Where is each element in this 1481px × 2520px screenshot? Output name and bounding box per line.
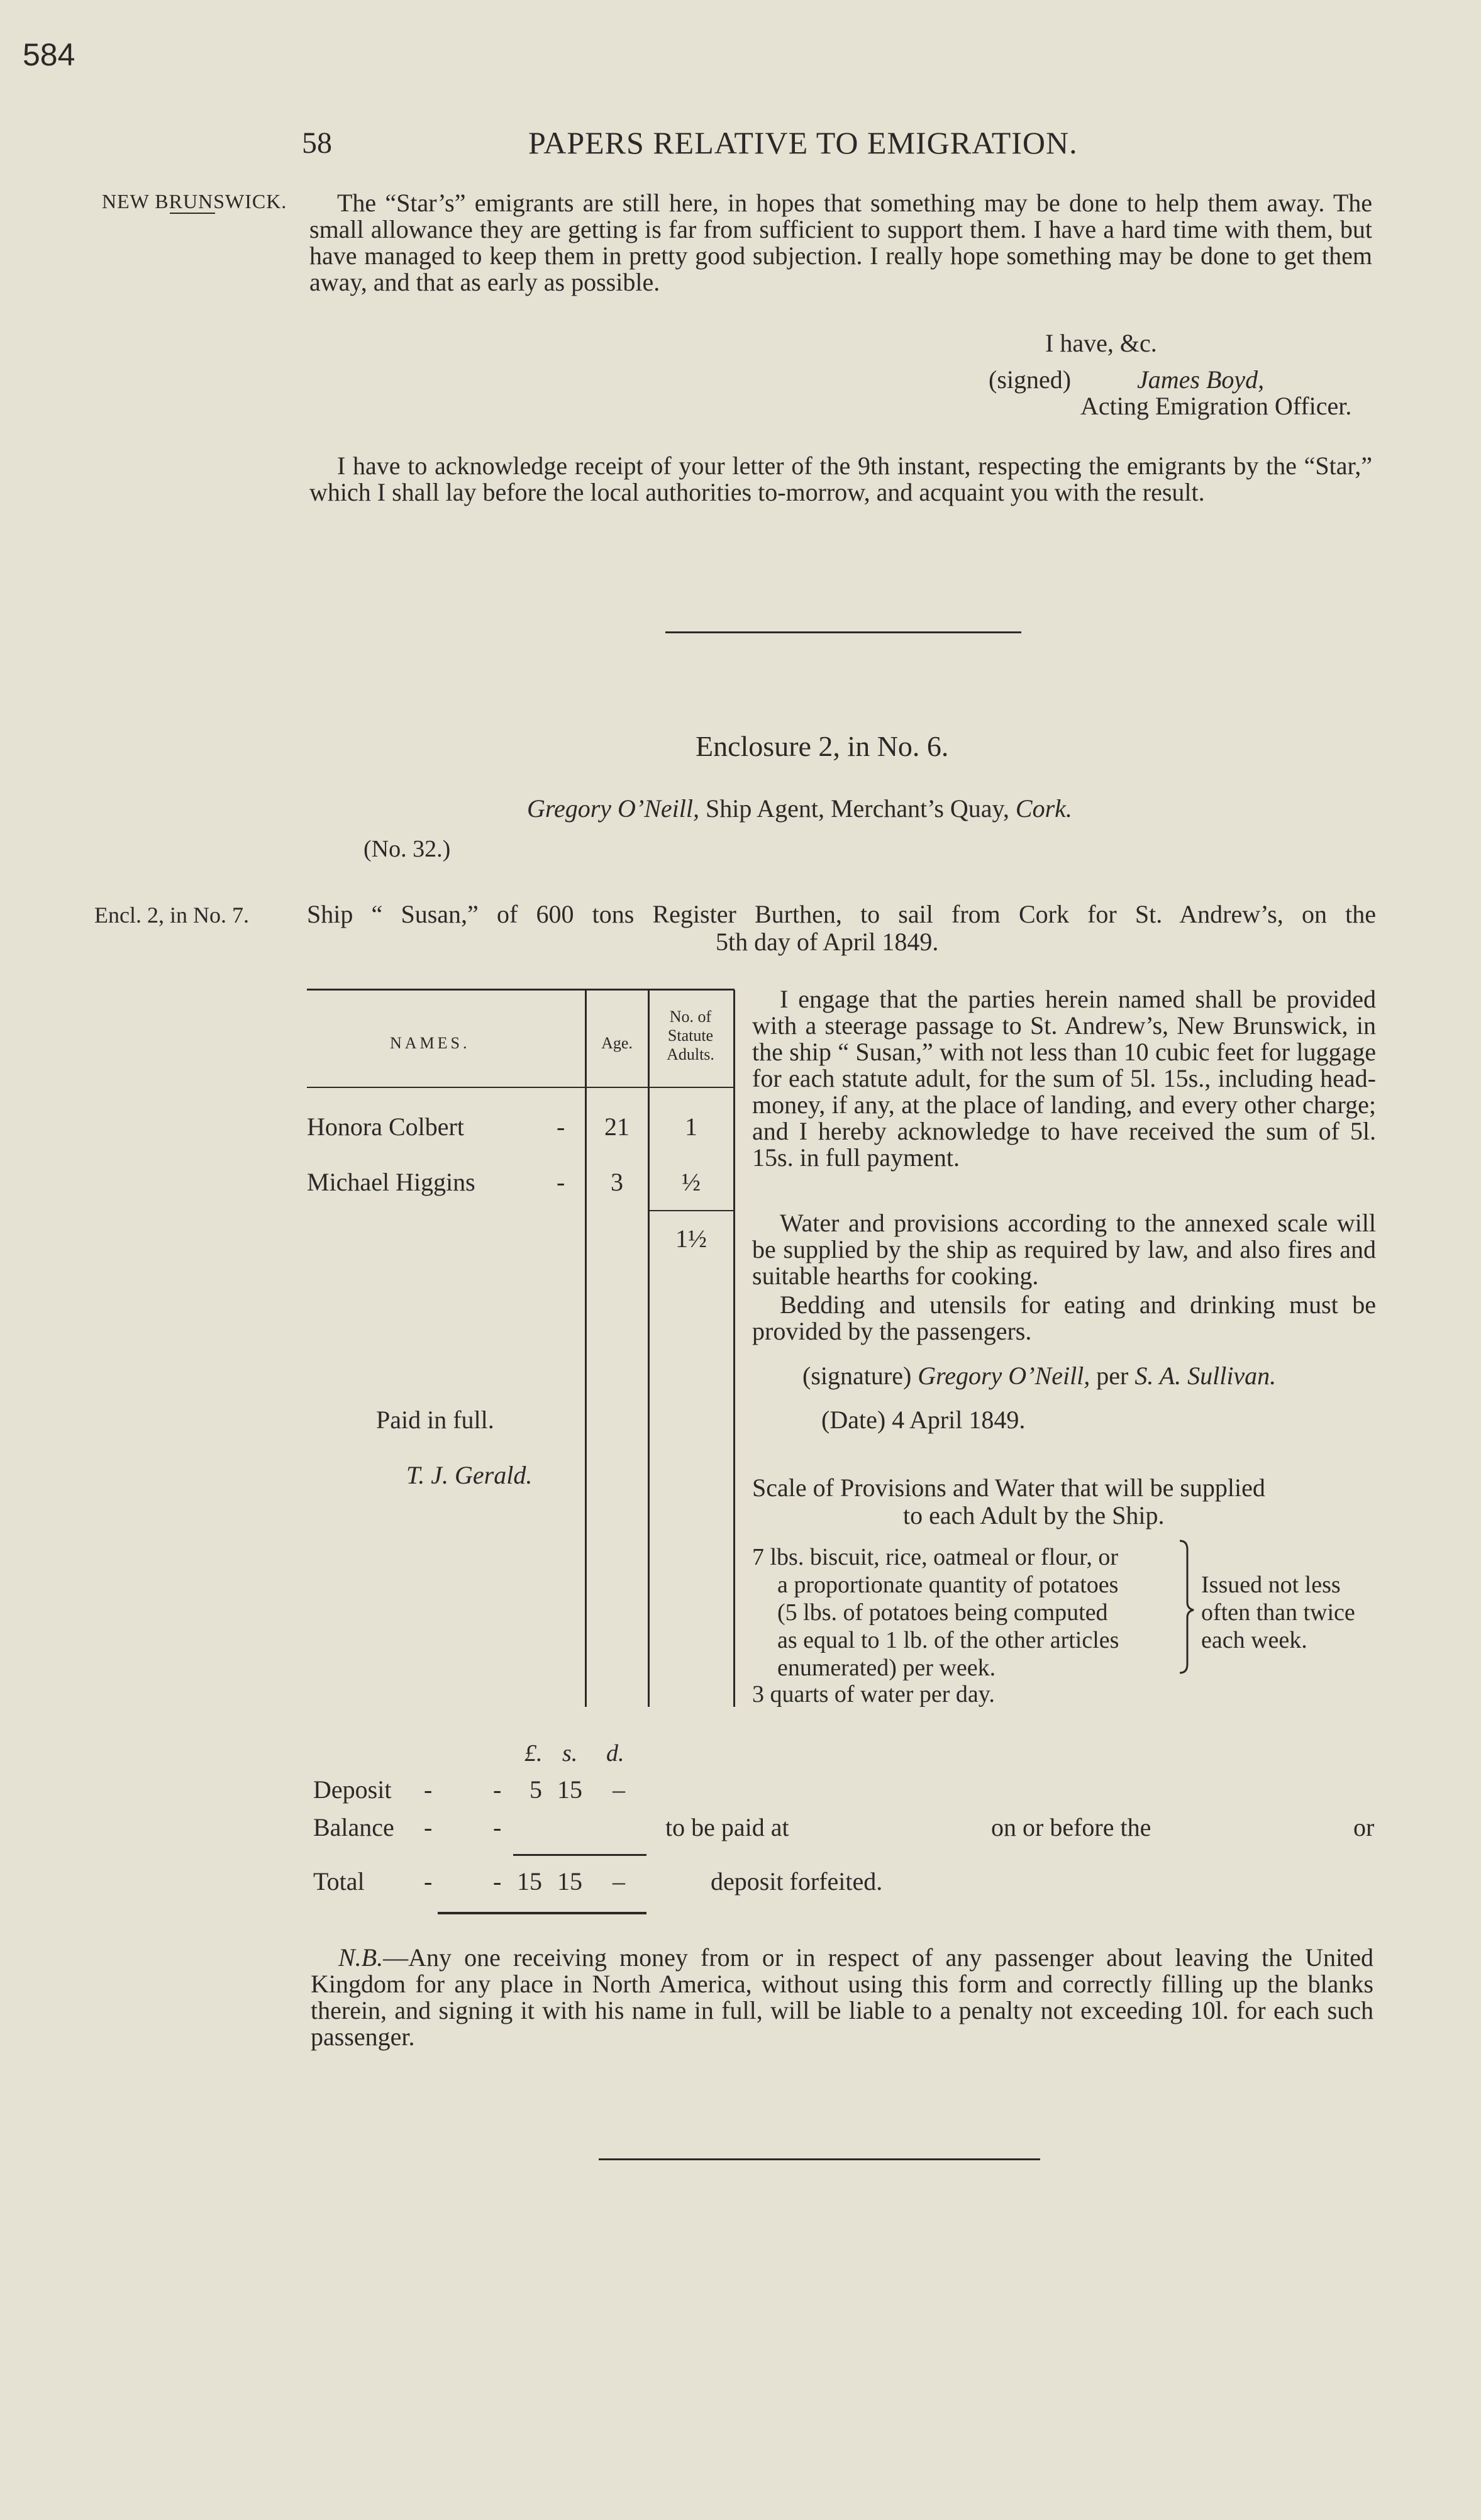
- deposit-pounds: 5: [530, 1775, 542, 1804]
- signature-agent: S. A. Sullivan.: [1134, 1362, 1277, 1390]
- scale-brace: [1177, 1535, 1202, 1679]
- leader-dash: -: [493, 1775, 502, 1804]
- total-label: Total: [313, 1867, 365, 1896]
- letter-closing: I have, &c.: [1045, 329, 1157, 357]
- passenger-name: Michael Higgins: [307, 1168, 475, 1196]
- passenger-dash: -: [557, 1168, 565, 1196]
- signed-label: (signed): [989, 365, 1072, 394]
- header-adults: No. of Statute Adults.: [667, 1007, 714, 1063]
- scale-issue: [1201, 1571, 1355, 1654]
- scale-issue-line: Issued not less: [1201, 1572, 1341, 1598]
- letter-text: The “Star’s” emigrants are still here, in hopes that something may be done to help them away. The small allowance they are getting is far from sufficient to support them. I have a hard time with them, but have managed to keep them in pretty good subjection. I really hope something may be done to get them away, and that as early as possible.: [309, 189, 1372, 296]
- closing-rule: [599, 2158, 1040, 2160]
- leader-dash: -: [493, 1813, 502, 1841]
- signature-label: (signature): [802, 1362, 912, 1390]
- agent-desc: Ship Agent, Merchant’s Quay,: [699, 794, 1016, 823]
- scale-water: 3 quarts of water per day.: [752, 1681, 995, 1707]
- page-number: 58: [302, 126, 332, 160]
- page-title: PAPERS RELATIVE TO EMIGRATION.: [528, 125, 1078, 160]
- ship-line-2: 5th day of April 1849.: [716, 928, 939, 956]
- money-header-pounds: £.: [524, 1740, 543, 1767]
- form-number: (No. 32.): [363, 836, 451, 862]
- letter-signer: James Boyd,: [1137, 365, 1265, 394]
- table-top-rule: [307, 989, 735, 991]
- signature-name: Gregory O’Neill,: [918, 1362, 1090, 1390]
- passenger-adults: 1: [685, 1113, 697, 1141]
- letter-paragraph: [309, 190, 1372, 296]
- table-divider-2: [648, 990, 650, 1707]
- leader-dash: -: [424, 1813, 433, 1841]
- page-stamp: 584: [23, 37, 75, 72]
- enclosure-heading: Enclosure 2, in No. 6.: [696, 730, 949, 762]
- section-rule: [665, 631, 1021, 633]
- engagement-p3: [752, 1292, 1376, 1345]
- balance-text-1: to be paid at: [665, 1813, 789, 1841]
- signature-line: [802, 1361, 1276, 1390]
- passenger-name: Honora Colbert: [307, 1113, 464, 1141]
- engagement-date: (Date) 4 April 1849.: [821, 1406, 1026, 1434]
- passenger-adults: ½: [682, 1168, 701, 1196]
- total-adults: 1½: [675, 1224, 707, 1253]
- subtotal-rule: [649, 1210, 733, 1211]
- scale-item-line: a proportionate quantity of potatoes: [777, 1572, 1119, 1598]
- scale-issue-line: often than twice: [1201, 1599, 1355, 1626]
- deposit-shillings: 15: [557, 1775, 582, 1804]
- total-shillings: 15: [557, 1867, 582, 1896]
- header-age: Age.: [601, 1034, 633, 1052]
- paid-signer: T. J. Gerald.: [406, 1461, 533, 1489]
- header-bottom-rule: [307, 1087, 735, 1088]
- money-header-shillings: s.: [562, 1740, 578, 1767]
- reply-text: I have to acknowledge receipt of your letter of the 9th instant, respecting the emigrants by the “Star,” which I shall lay before the local authorities to-morrow, and acquaint you with the result.: [309, 452, 1372, 506]
- reply-paragraph: [309, 453, 1372, 506]
- total-pence: –: [613, 1867, 625, 1896]
- table-divider-1: [585, 990, 587, 1707]
- scale-items: [752, 1543, 1119, 1682]
- engagement-text-2: Water and provisions according to the annexed scale will be supplied by the ship as required by law, and also fires and suitable hearths for cooking.: [752, 1209, 1376, 1290]
- leader-dash: -: [424, 1775, 433, 1804]
- passenger-dash: -: [557, 1113, 565, 1141]
- scale-heading-line-2: to each Adult by the Ship.: [903, 1501, 1165, 1529]
- table-divider-3: [733, 990, 735, 1707]
- agent-name: Gregory O’Neill,: [527, 794, 700, 823]
- ship-line-1: Ship “ Susan,” of 600 tons Register Burthen, to sail from Cork for St. Andrew’s, on the: [307, 900, 1376, 928]
- scale-heading-line-1: Scale of Provisions and Water that will be supplied: [752, 1474, 1265, 1502]
- scale-item-line: enumerated) per week.: [777, 1655, 996, 1681]
- scale-item-line: 7 lbs. biscuit, rice, oatmeal or flour, or: [752, 1544, 1119, 1570]
- side-heading: NEW BRUNSWICK.: [102, 190, 287, 213]
- signature-per: per: [1096, 1362, 1129, 1390]
- money-bottom-rule: [438, 1912, 646, 1914]
- nb-label: N.B.: [338, 1943, 384, 1972]
- scale-item-line: as equal to 1 lb. of the other articles: [777, 1627, 1119, 1653]
- header-age-cell: [586, 1034, 648, 1053]
- signer-title: Acting Emigration Officer.: [1080, 392, 1352, 420]
- money-header-pence: d.: [606, 1740, 624, 1767]
- engagement-text-3: Bedding and utensils for eating and drinking must be provided by the passengers.: [752, 1291, 1376, 1345]
- side-dash-rule: [170, 213, 215, 214]
- balance-text-3: or: [1353, 1813, 1375, 1841]
- agent-city: Cork.: [1015, 794, 1072, 823]
- balance-label: Balance: [313, 1813, 394, 1841]
- balance-text-2: on or before the: [991, 1813, 1151, 1841]
- engagement-p2: [752, 1210, 1376, 1289]
- total-text: deposit forfeited.: [711, 1867, 883, 1896]
- deposit-pence: –: [613, 1775, 625, 1804]
- scale-item-line: (5 lbs. of potatoes being computed: [777, 1599, 1108, 1626]
- scale-issue-line: each week.: [1201, 1627, 1307, 1653]
- engagement-p1: [752, 986, 1376, 1171]
- margin-reference: Encl. 2, in No. 7.: [94, 902, 249, 928]
- paid-note: Paid in full.: [376, 1406, 494, 1434]
- leader-dash: -: [493, 1867, 502, 1896]
- deposit-label: Deposit: [313, 1775, 392, 1804]
- passenger-age: 21: [604, 1113, 630, 1141]
- engagement-text-1: I engage that the parties herein named shall be provided with a steerage passage to St. Andrew’s, New Brunswick, in the ship “ Susan,” with not less than 10 cubic feet for luggage for each statute adult, for the sum of 5l. 15s., including head-money, if any, at the place of landing, and every other charge; and I hereby acknowledge to have received the sum of 5l. 15s. in full payment.: [752, 985, 1376, 1172]
- nb-text: —Any one receiving money from or in respect of any passenger about leaving the United Kingdom for any place in North America, without using this form and correctly filling up the blanks therein, and signing it with his name in full, will be liable to a penalty not exceeding 10l. for each such passenger.: [311, 1943, 1373, 2051]
- agent-line: [527, 794, 1072, 823]
- passenger-age: 3: [611, 1168, 623, 1196]
- nb-paragraph: [311, 1945, 1373, 2050]
- leader-dash: -: [424, 1867, 433, 1896]
- header-names: NAMES.: [390, 1034, 470, 1052]
- total-rule: [513, 1854, 646, 1856]
- total-pounds: 15: [517, 1867, 542, 1896]
